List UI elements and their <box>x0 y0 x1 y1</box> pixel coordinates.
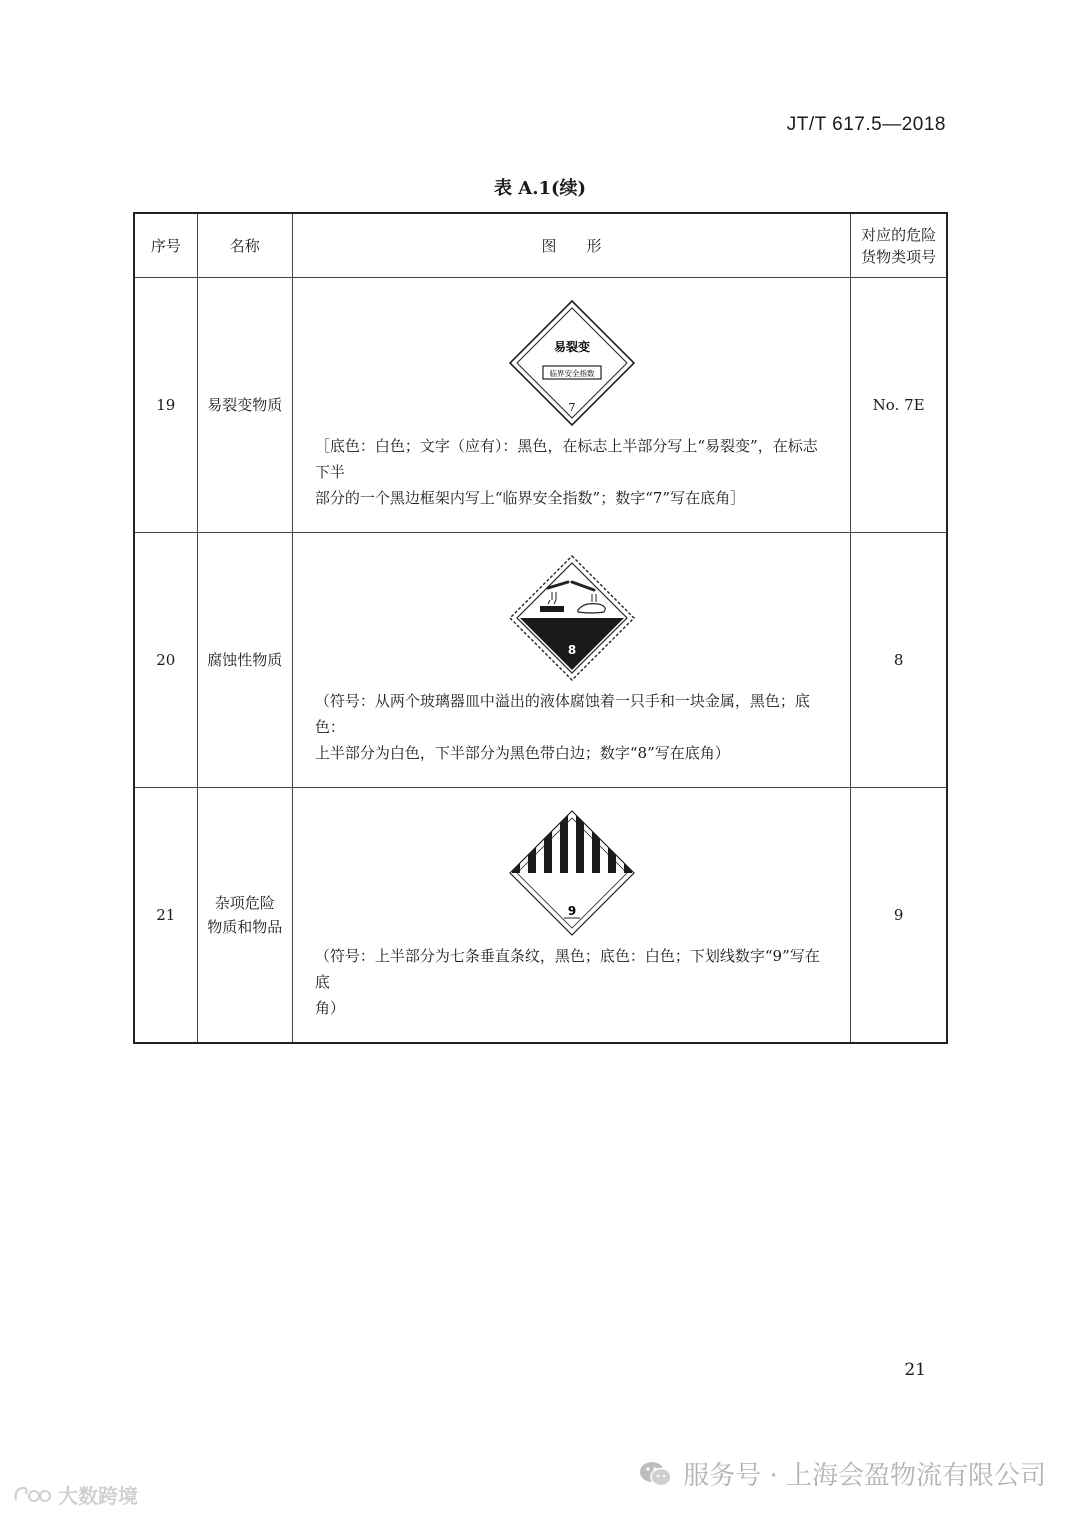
hazard-label-table <box>133 212 948 1044</box>
row-description: （符号：从两个玻璃器皿中溢出的液体腐蚀着一只手和一块金属，黑色；底色： 上半部分为白色，下半部分为黑色带白边；数字“8”写在底角） <box>314 692 810 762</box>
standard-code: JT/T 617.5—2018 <box>786 114 946 135</box>
row-class: 8 <box>851 533 947 788</box>
header-name: 名称 <box>197 213 292 278</box>
row-description: ［底色：白色；文字（应有）：黑色，在标志上半部分写上“易裂变”，在标志下半 部分的一个黑边框架内写上“临界安全指数”；数字“7”写在底角］ <box>314 437 818 507</box>
row-no: 21 <box>134 788 197 1044</box>
table-title: 表 A.1(续) <box>493 178 587 199</box>
row-name: 易裂变物质 <box>197 278 292 533</box>
brand-logo-icon <box>12 1484 52 1506</box>
miscellaneous-label-icon <box>508 809 636 937</box>
row-class: No. 7E <box>851 278 947 533</box>
header-class: 对应的危险 货物类项号 <box>851 213 947 278</box>
header-figure: 图 形 <box>292 213 850 278</box>
fissile-label-icon <box>508 299 636 427</box>
watermark-service-account <box>639 1455 1046 1492</box>
row-no: 19 <box>134 278 197 533</box>
label-number: 9 <box>567 904 576 918</box>
row-figure <box>292 278 850 533</box>
table-header-row <box>134 213 947 278</box>
label-number: 8 <box>567 643 576 657</box>
row-class: 9 <box>851 788 947 1044</box>
table-row <box>134 278 947 533</box>
label-box-text: 临界安全指数 <box>549 369 595 378</box>
watermark-left-text: 大数跨境 <box>58 1484 138 1508</box>
header-no: 序号 <box>134 213 197 278</box>
table-row <box>134 788 947 1044</box>
row-name: 杂项危险 物质和物品 <box>197 788 292 1044</box>
watermark-brand <box>12 1480 138 1509</box>
row-description: （符号：上半部分为七条垂直条纹，黑色；底色：白色；下划线数字“9”写在底 角） <box>314 947 820 1017</box>
row-name: 腐蚀性物质 <box>197 533 292 788</box>
page-number: 21 <box>904 1360 926 1380</box>
row-figure <box>292 533 850 788</box>
corrosive-label-icon <box>508 554 636 682</box>
wechat-icon <box>639 1460 673 1488</box>
label-top-text: 易裂变 <box>553 340 590 354</box>
row-figure <box>292 788 850 1044</box>
table-row <box>134 533 947 788</box>
watermark-right-text: 服务号 · 上海会盈物流有限公司 <box>683 1461 1046 1491</box>
label-number: 7 <box>568 401 576 414</box>
row-no: 20 <box>134 533 197 788</box>
